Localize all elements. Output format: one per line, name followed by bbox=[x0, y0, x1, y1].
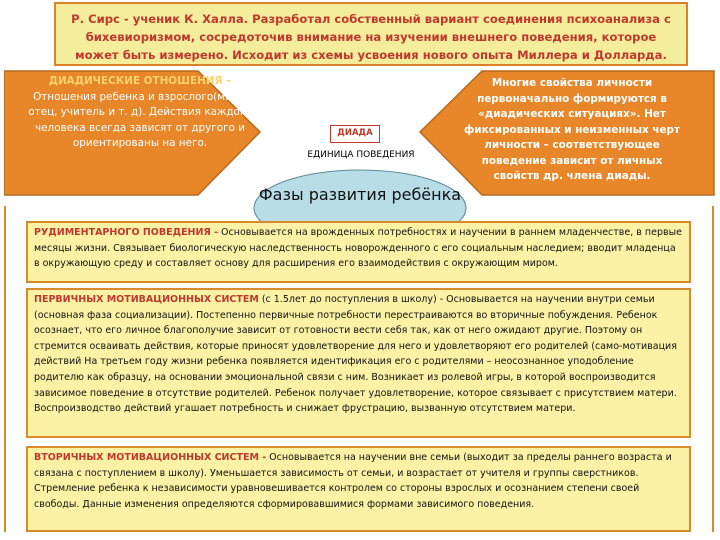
stage-heading: ВТОРИЧНЫХ МОТИВАЦИОННЫХ СИСТЕМ - bbox=[34, 452, 267, 463]
personality-properties-body: Многие свойства личности первоначально формируются в «диадических ситуациях». Нет фиксированных и неизменных черт личности – соответствующее поведение зависит от личных свойств др. члена диады. bbox=[463, 77, 681, 182]
header-text: Р. Сирс - ученик К. Халла. Разработал собственный вариант соединения психоанализа с бихевиоризмом, сосредоточив внимание на изучении внешнего поведения, которое может быть измерено. Исходит из схемы усвоения нового опыта Миллера и Долларда. bbox=[71, 12, 671, 62]
right-arrow-text bbox=[462, 76, 682, 185]
left-arrow-text bbox=[28, 74, 252, 152]
stage-rudimentary-behavior bbox=[26, 221, 691, 283]
behavior-unit-label: ЕДИНИЦА ПОВЕДЕНИЯ bbox=[307, 150, 415, 160]
stage-secondary-motivational-systems bbox=[26, 446, 691, 532]
dyadic-relations-body: Отношения ребенка и взрослого(мать, отец, учитель и т. д). Действия каждого человека всегда зависят от другого и ориентированы на него. bbox=[28, 90, 252, 149]
stage-heading: РУДИМЕНТАРНОГО ПОВЕДЕНИЯ - bbox=[34, 227, 219, 238]
stage-body: Основывается на научении вне семьи (выходит за пределы раннего возраста и связана с поступлением в школу). Уменьшается зависимость от семьи, и возрастает от учителя и группы сверстников. Стремление ребенка к независимости уравновешивается контролем со стороны взрослых и осознанием степени своей свободы. Данные изменения определяются сформировавшимися формами зависимого поведения. bbox=[34, 452, 672, 510]
stage-body: - Основывается на научении внутри семьи (основная фаза социализации). Постепенно первичные потребности перестраиваются во вторичные побуждения. Ребенок осознает, что его личное благополучие зависит от готовности вести себя так, как от него ожидают другие. Поэтому он стремится осваивать действия, которые приносят удовлетворение для него и удовлетворяют его родителей (само-мотивация действий На третьем году жизни ребенка появляется идентификация его с родителями – неосознанное уподобление родителю как образцу, на основании эмоциональной связи с ним. Возникает из ролевой игры, в которой воспроизводится зависимое поведение в отсутствие родителей. Ребенок получает удовлетворение, которое связывает с присутствием матери. Воспроизводство действий угашает потребность и снижает фрустрацию, вызванную отсутствием матери. bbox=[34, 294, 677, 415]
stage-heading: ПЕРВИЧНЫХ МОТИВАЦИОННЫХ СИСТЕМ bbox=[34, 294, 259, 305]
phases-title: Фазы развития ребёнка bbox=[258, 185, 462, 204]
stage-body: Основывается на врожденных потребностях и научении в раннем младенчестве, в первые месяцы жизни. Связывает биологическую наследственность новорожденного с его социальным наследием; вводит младенца в окружающую среду и составляет основу для расширения его взаимодействия с окружающим миром. bbox=[34, 227, 682, 270]
right-connector-line bbox=[712, 206, 714, 532]
dyad-label: ДИАДА bbox=[330, 125, 380, 143]
stage-age: (с 1.5лет до поступления в школу) bbox=[258, 294, 437, 305]
left-connector-line bbox=[4, 206, 6, 532]
stage-primary-motivational-systems bbox=[26, 288, 691, 438]
header-box bbox=[54, 2, 688, 66]
dyadic-relations-heading: ДИАДИЧЕСКИЕ ОТНОШЕНИЯ – bbox=[48, 75, 232, 87]
